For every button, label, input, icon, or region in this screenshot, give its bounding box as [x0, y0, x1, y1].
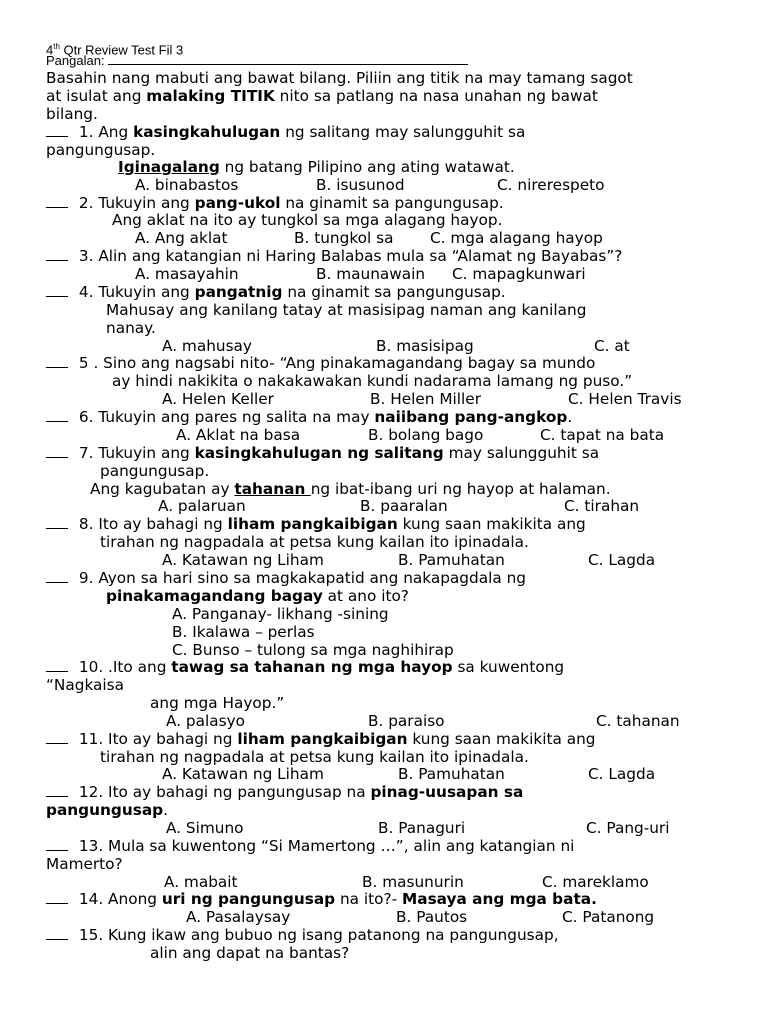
choice-c[interactable]: C. tapat na bata — [540, 426, 665, 444]
choice-c[interactable]: C. nirerespeto — [497, 176, 605, 194]
answer-blank-2[interactable] — [46, 194, 68, 208]
choice-b[interactable]: B. paaralan — [360, 497, 448, 515]
question-1: 1. Ang kasingkahulugan ng salitang may salungguhit sa — [46, 123, 525, 141]
question-2: 2. Tukuyin ang pang-ukol na ginamit sa pangungusap. — [46, 194, 504, 212]
choice-b[interactable]: B. masisipag — [376, 337, 474, 355]
choice-c[interactable]: C. Helen Travis — [568, 390, 682, 408]
instructions-line-3: bilang. — [46, 105, 98, 123]
choice-b[interactable]: B. tungkol sa — [294, 229, 394, 247]
question-1-sentence: Iginagalang ng batang Pilipino ang ating watawat. — [118, 158, 515, 176]
choice-c[interactable]: C. Lagda — [588, 765, 656, 783]
choice-b[interactable]: B. paraiso — [368, 712, 445, 730]
question-11: 11. Ito ay bahagi ng liham pangkaibigan kung saan makikita ang — [46, 730, 596, 748]
answer-blank-1[interactable] — [46, 123, 68, 137]
choice-c[interactable]: C. mga alagang hayop — [430, 229, 603, 247]
answer-blank-3[interactable] — [46, 247, 68, 261]
choice-b[interactable]: B. bolang bago — [368, 426, 484, 444]
question-1-cont: pangungusap. — [46, 141, 156, 159]
choice-a[interactable]: A. mahusay — [162, 337, 252, 355]
answer-blank-10[interactable] — [46, 658, 68, 672]
choice-a[interactable]: A. Simuno — [166, 819, 244, 837]
choice-a[interactable]: A. palasyo — [166, 712, 246, 730]
choice-a[interactable]: A. Katawan ng Liham — [162, 765, 324, 783]
question-10: 10. .Ito ang tawag sa tahanan ng mga hayop sa kuwentong — [46, 658, 564, 676]
answer-blank-9[interactable] — [46, 569, 68, 583]
choice-a[interactable]: A. Katawan ng Liham — [162, 551, 324, 569]
question-7: 7. Tukuyin ang kasingkahulugan ng salitang may salungguhit sa — [46, 444, 599, 462]
answer-blank-14[interactable] — [46, 890, 68, 904]
question-5-cont: ay hindi nakikita o nakakawakan kundi nadarama lamang ng puso.” — [112, 372, 633, 390]
choice-b[interactable]: B. maunawain — [316, 265, 426, 283]
answer-blank-13[interactable] — [46, 837, 68, 851]
question-13-cont: Mamerto? — [46, 855, 123, 873]
question-9: 9. Ayon sa hari sino sa magkakapatid ang nakapagdala ng — [46, 569, 526, 587]
choice-a[interactable]: A. masayahin — [135, 265, 239, 283]
choice-a[interactable]: A. Aklat na basa — [176, 426, 301, 444]
choice-b[interactable]: B. masunurin — [362, 873, 464, 891]
question-10-cont-2: ang mga Hayop.” — [150, 694, 285, 712]
choice-a[interactable]: A. Ang aklat — [135, 229, 228, 247]
question-10-cont-1: “Nagkaisa — [46, 676, 125, 694]
answer-blank-4[interactable] — [46, 283, 68, 297]
instructions-line-1: Basahin nang mabuti ang bawat bilang. Piliin ang titik na may tamang sagot — [46, 69, 633, 87]
question-12: 12. Ito ay bahagi ng pangungusap na pinag-uusapan sa — [46, 783, 523, 801]
choice-b[interactable]: B. Pamuhatan — [398, 765, 505, 783]
choice-c[interactable]: C. tirahan — [564, 497, 640, 515]
choice-b[interactable]: B. Helen Miller — [370, 390, 481, 408]
answer-blank-11[interactable] — [46, 730, 68, 744]
question-2-sentence: Ang aklat na ito ay tungkol sa mga alagang hayop. — [112, 211, 503, 229]
question-15-cont: alin ang dapat na bantas? — [150, 944, 350, 962]
question-3: 3. Alin ang katangian ni Haring Balabas mula sa “Alamat ng Bayabas”? — [46, 247, 622, 265]
answer-blank-5[interactable] — [46, 354, 68, 368]
choice-c[interactable]: C. tahanan — [596, 712, 680, 730]
test-title: 4th Qtr Review Test Fil 3 — [46, 42, 184, 58]
answer-blank-6[interactable] — [46, 408, 68, 422]
choice-b[interactable]: B. Pautos — [396, 908, 468, 926]
choice-c[interactable]: C. mareklamo — [542, 873, 649, 891]
question-4: 4. Tukuyin ang pangatnig na ginamit sa pangungusap. — [46, 283, 506, 301]
question-4-sentence-1: Mahusay ang kanilang tatay at masisipag naman ang kanilang — [106, 301, 587, 319]
question-13: 13. Mula sa kuwentong “Si Mamertong …”, alin ang katangian ni — [46, 837, 574, 855]
choice-c[interactable]: C. Pang-uri — [586, 819, 670, 837]
name-field[interactable]: Pangalan: — [46, 54, 468, 68]
answer-blank-15[interactable] — [46, 926, 68, 940]
name-blank-line[interactable] — [108, 54, 468, 65]
question-9-cont: pinakamagandang bagay at ano ito? — [106, 587, 409, 605]
choice-c[interactable]: C. Bunso – tulong sa mga naghihirap — [172, 641, 454, 659]
choice-c[interactable]: C. at — [594, 337, 630, 355]
choice-c[interactable]: C. mapagkunwari — [452, 265, 586, 283]
choice-b[interactable]: B. Ikalawa – perlas — [172, 623, 315, 641]
choice-a[interactable]: A. Pasalaysay — [186, 908, 291, 926]
choice-b[interactable]: B. isusunod — [316, 176, 405, 194]
question-5: 5 . Sino ang nagsabi nito- “Ang pinakamagandang bagay sa mundo — [46, 354, 595, 372]
question-14: 14. Anong uri ng pangungusap na ito?- Masaya ang mga bata. — [46, 890, 597, 908]
choice-b[interactable]: B. Panaguri — [378, 819, 466, 837]
question-12-cont: pangungusap. — [46, 801, 168, 819]
choice-a[interactable]: A. binabastos — [135, 176, 239, 194]
choice-b[interactable]: B. Pamuhatan — [398, 551, 505, 569]
choice-a[interactable]: A. palaruan — [158, 497, 246, 515]
question-15: 15. Kung ikaw ang bubuo ng isang patanong na pangungusap, — [46, 926, 559, 944]
choice-a[interactable]: A. Panganay- likhang -sining — [172, 605, 389, 623]
question-8: 8. Ito ay bahagi ng liham pangkaibigan kung saan makikita ang — [46, 515, 586, 533]
choice-a[interactable]: A. mabait — [164, 873, 238, 891]
question-11-cont: tirahan ng nagpadala at petsa kung kailan ito ipinadala. — [100, 748, 529, 766]
question-4-sentence-2: nanay. — [106, 319, 156, 337]
choice-c[interactable]: C. Lagda — [588, 551, 656, 569]
answer-blank-7[interactable] — [46, 444, 68, 458]
answer-blank-8[interactable] — [46, 515, 68, 529]
question-7-sentence: Ang kagubatan ay tahanan ng ibat-ibang uri ng hayop at halaman. — [90, 480, 611, 498]
choice-c[interactable]: C. Patanong — [562, 908, 655, 926]
answer-blank-12[interactable] — [46, 783, 68, 797]
question-8-cont: tirahan ng nagpadala at petsa kung kailan ito ipinadala. — [100, 533, 529, 551]
question-7-cont: pangungusap. — [100, 462, 210, 480]
question-6: 6. Tukuyin ang pares ng salita na may naiibang pang-angkop. — [46, 408, 572, 426]
choice-a[interactable]: A. Helen Keller — [162, 390, 274, 408]
instructions-line-2: at isulat ang malaking TITIK nito sa patlang na nasa unahan ng bawat — [46, 87, 598, 105]
